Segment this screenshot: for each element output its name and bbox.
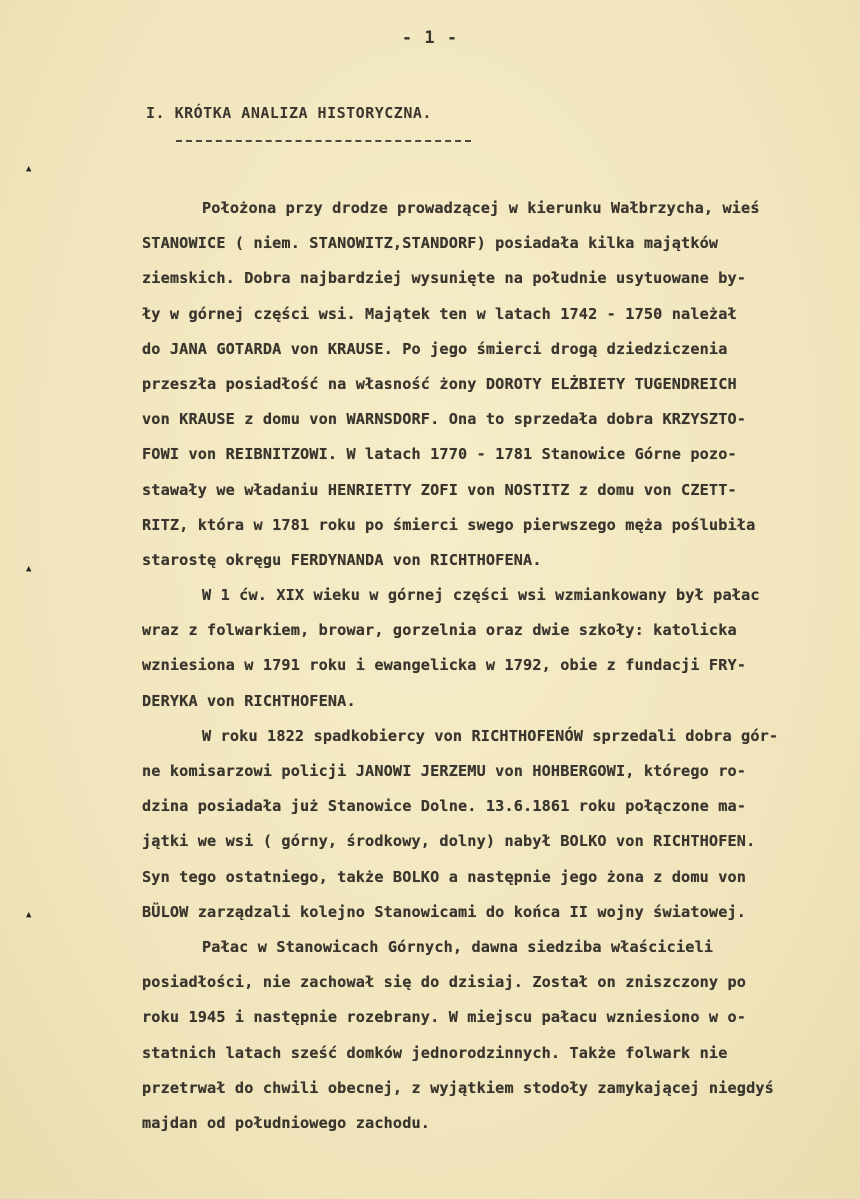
heading-underline (176, 140, 471, 142)
text-line: do JANA GOTARDA von KRAUSE. Po jego śmierci drogą dziedziczenia (142, 339, 728, 358)
paragraph-first-line: W 1 ćw. XIX wieku w górnej części wsi wzmiankowany był pałac (202, 586, 760, 605)
text-line: ziemskich. Dobra najbardziej wysunięte na południe usytuowane by- (142, 269, 747, 288)
text-line: stawały we władaniu HENRIETTY ZOFI von NOSTITZ z domu von CZETT- (142, 480, 737, 499)
text-line: statnich latach sześć domków jednorodzinnych. Także folwark nie (142, 1043, 728, 1062)
text-line: ne komisarzowi policji JANOWI JERZEMU von HOHBERGOWI, którego ro- (142, 762, 747, 780)
text-line: roku 1945 i następnie rozebrany. W miejscu pałacu wzniesiono w o- (142, 1008, 747, 1027)
page-number: - 1 - (401, 28, 459, 48)
text-line: Syn tego ostatniego, także BOLKO a następnie jego żona z domu von (142, 867, 747, 886)
text-line: wzniesiona w 1791 roku i ewangelicka w 1792, obie z fundacji FRY- (142, 656, 747, 675)
text-line: BÜLOW zarządzali kolejno Stanowicami do końca II wojny światowej. (142, 902, 747, 921)
text-line: ły w górnej części wsi. Majątek ten w latach 1742 - 1750 należał (142, 304, 737, 323)
text-line: von KRAUSE z domu von WARNSDORF. Ona to sprzedała dobra KRZYSZTO- (142, 410, 747, 429)
text-line: jątki we wsi ( górny, środkowy, dolny) nabył BOLKO von RICHTHOFEN. (142, 832, 756, 851)
margin-mark-triangle: ▲ (26, 164, 32, 174)
text-line: dzina posiadała już Stanowice Dolne. 13.6.1861 roku połączone ma- (142, 797, 747, 816)
paragraph-first-line: Pałac w Stanowicach Górnych, dawna siedziba właścicieli (202, 937, 714, 956)
text-line: STANOWICE ( niem. STANOWITZ,STANDORF) posiadała kilka majątków (142, 234, 719, 253)
paragraph-first-line: Położona przy drodze prowadzącej w kierunku Wałbrzycha, wieś (202, 199, 760, 217)
text-line: posiadłości, nie zachował się do dzisiaj. Został on zniszczony po (142, 973, 747, 992)
margin-mark-triangle: ▲ (26, 910, 32, 920)
body-text (142, 191, 822, 1141)
text-line: FOWI von REIBNITZOWI. W latach 1770 - 1781 Stanowice Górne pozo- (142, 445, 737, 464)
text-line: przeszła posiadłość na własność żony DOROTY ELŻBIETY TUGENDREICH (142, 374, 737, 393)
text-line: DERYKA von RICHTHOFENA. (142, 691, 356, 710)
text-line: starostę okręgu FERDYNANDA von RICHTHOFENA. (142, 550, 542, 569)
paragraph-first-line: W roku 1822 spadkobiercy von RICHTHOFENÓW sprzedali dobra gór- (202, 726, 779, 745)
section-heading: I. KRÓTKA ANALIZA HISTORYCZNA. (146, 104, 432, 122)
text-line: RITZ, która w 1781 roku po śmierci swego pierwszego męża poślubiła (142, 515, 756, 534)
text-line: majdan od południowego zachodu. (142, 1113, 431, 1132)
text-line: przetrwał do chwili obecnej, z wyjątkiem stodoły zamykającej niegdyś (142, 1078, 774, 1097)
text-line: wraz z folwarkiem, browar, gorzelnia oraz dwie szkoły: katolicka (142, 621, 737, 640)
margin-mark-triangle: ▲ (26, 564, 32, 574)
